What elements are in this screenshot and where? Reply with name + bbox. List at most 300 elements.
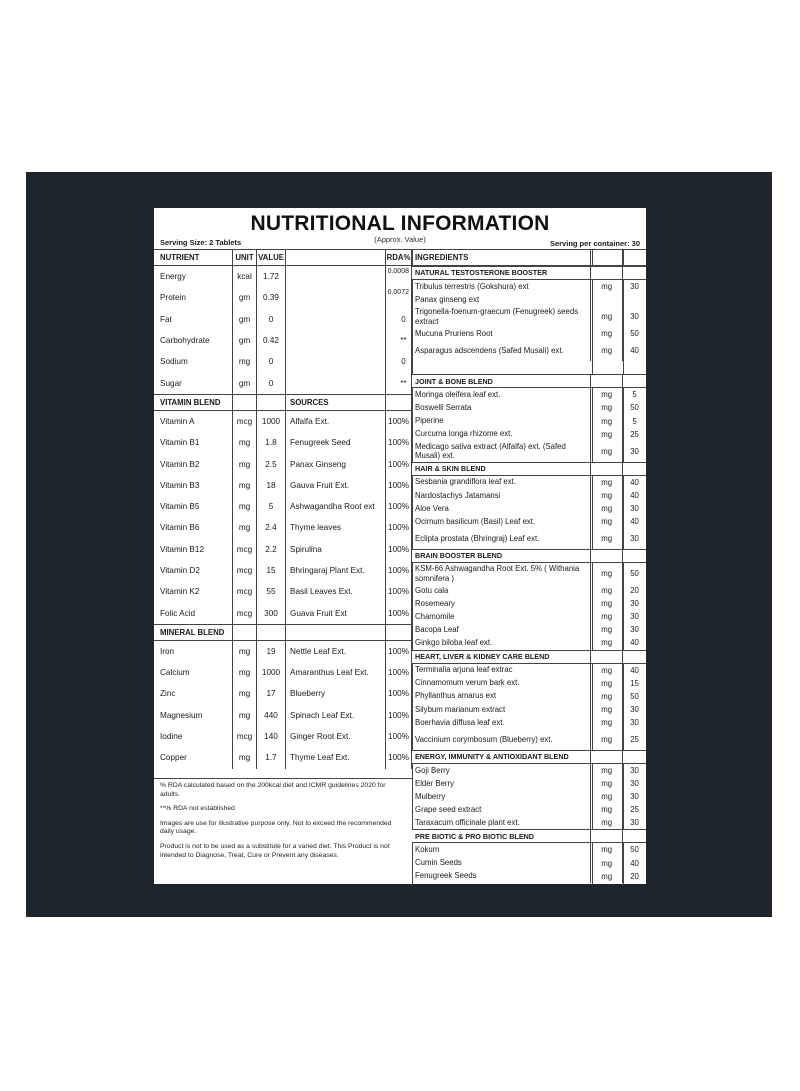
blank-cell [233,625,257,640]
ingredient-amount: 30 [630,717,639,727]
blank-cell [591,550,623,562]
blend-row [154,581,412,602]
ingredient-name: Asparagus adscendens (Safed Musali) ext. [412,340,591,361]
ingredient-amount: 50 [630,691,639,701]
ingredient-unit: mg [591,441,623,462]
page-title: NUTRITIONAL INFORMATION [250,212,550,235]
blend-item-rda: 100% [386,641,412,662]
header-rda: RDA% [386,250,412,265]
ingredient-row [412,502,646,515]
blend-row [154,747,412,768]
ingredient-row [412,777,646,790]
blend-item-source: Gauva Fruit Ext. [286,475,386,496]
blank-cell [286,625,386,640]
blank-cell [623,830,646,842]
ingredient-amount: 30 [630,312,639,322]
ingredients-header: INGREDIENTS [412,250,591,265]
ingredient-unit: mg [591,764,623,777]
blend-item-unit: mg [233,747,257,768]
ingredient-row [412,857,646,870]
header-sources-blank [286,250,386,265]
blend-item-name: Copper [154,747,233,768]
nutrient-value: 1.72 [257,266,286,287]
blend-item-value: 55 [257,581,286,602]
blend-item-source: Ashwagandha Root ext [286,496,386,517]
ingredient-blend-title: BRAIN BOOSTER BLEND [412,550,591,562]
nutrient-name: Sugar [154,372,233,393]
ingredient-row [412,703,646,716]
blend-item-unit: mg [233,453,257,474]
blend-item-name: Vitamin D2 [154,560,233,581]
ingredient-row [412,388,646,401]
blend-item-rda: 100% [386,705,412,726]
ingredient-amount: 30 [630,766,639,776]
blend-item-value: 300 [257,602,286,623]
ingredient-amount: 40 [630,858,639,868]
blend-item-value: 1000 [257,662,286,683]
ingredient-blend-header [412,374,646,388]
ingredient-blend-title: PRE BIOTIC & PRO BIOTIC BLEND [412,830,591,842]
mineral-blend-title: MINERAL BLEND [154,625,233,640]
ingredient-unit: mg [591,280,623,293]
blend-row [154,475,412,496]
blend-item-source: Alfalfa Ext. [286,411,386,432]
blend-item-value: 1.8 [257,432,286,453]
blank-cell [257,625,286,640]
ingredient-name: Trigonella-foenum-graecum (Fenugreek) seeds extract [412,306,591,327]
ingredients-table [412,249,646,885]
nutrient-row [154,266,412,287]
ingredient-row [412,664,646,677]
ingredient-amount: 30 [630,612,639,622]
blend-row [154,602,412,623]
blank-cell [623,751,646,763]
nutrient-source-blank [286,309,386,330]
ingredient-amount: 30 [630,503,639,513]
blend-item-unit: mcg [233,726,257,747]
ingredient-blend-title: JOINT & BONE BLEND [412,375,591,387]
ingredient-unit: mg [591,803,623,816]
ingredient-unit: mg [591,664,623,677]
ingredient-name: Boerhavia diffusa leaf ext. [412,716,591,729]
blend-item-rda: 100% [386,560,412,581]
blend-item-source: Nettle Leaf Ext. [286,641,386,662]
ingredient-unit: mg [591,716,623,729]
nutrient-row [154,309,412,330]
ingredient-row [412,610,646,623]
nutrient-rda: ** [386,372,412,393]
subtitle: (Approx. Value) [374,235,426,244]
ingredient-name: Mucuna Pruriens Root [412,327,591,340]
ingredient-unit: mg [591,401,623,414]
nutrient-row [154,351,412,372]
blend-item-source: Thyme leaves [286,517,386,538]
blend-item-name: Vitamin K2 [154,581,233,602]
nutrient-value: 0 [257,309,286,330]
blend-row [154,411,412,432]
ingredient-name: Eclipta prostata (Bhringraj) Leaf ext. [412,528,591,549]
ingredient-row [412,584,646,597]
blend-item-rda: 100% [386,662,412,683]
blend-item-value: 18 [257,475,286,496]
blend-item-source: Basil Leaves Ext. [286,581,386,602]
blank-cell [591,751,623,763]
ingredient-unit: mg [591,489,623,502]
nutrient-unit: gm [233,372,257,393]
blend-row [154,726,412,747]
ingredient-name: Ocimum basilicum (Basil) Leaf ext. [412,515,591,528]
ingredient-name: Gotu cala [412,584,591,597]
ingredient-name: Vaccinium corymbosum (Blueberry) ext. [412,729,591,750]
ingredient-name: Grape seed extract [412,803,591,816]
blend-row [154,683,412,704]
ingredient-blend-title: ENERGY, IMMUNITY & ANTIOXIDANT BLEND [412,751,591,763]
ingredient-amount: 40 [630,490,639,500]
blend-item-name: Vitamin B12 [154,539,233,560]
blend-item-rda: 100% [386,747,412,768]
ingredient-amount: 40 [630,665,639,675]
ingredient-unit: mg [591,428,623,441]
ingredient-name: Aloe Vera [412,502,591,515]
ingredient-amount: 50 [630,403,639,413]
ingredient-amount: 30 [630,818,639,828]
blank-cell [386,625,412,640]
ingredient-row [412,489,646,502]
ingredient-amount: 5 [632,390,637,400]
blank-cell [257,395,286,410]
blend-item-source: Panax Ginseng [286,453,386,474]
ingredient-amount: 50 [630,845,639,855]
ingredient-name: Fenugreek Seeds [412,870,591,883]
ingredient-unit: mg [591,327,623,340]
ingredient-unit: mg [591,623,623,636]
blank-cell [591,651,623,663]
blend-item-value: 15 [257,560,286,581]
ingredient-blend-title: NATURAL TESTOSTERONE BOOSTER [412,267,591,279]
blend-item-value: 440 [257,705,286,726]
serving-size: Serving Size: 2 Tablets [160,238,242,247]
blend-item-unit: mg [233,662,257,683]
ingredient-name: Nardostachys Jatamansi [412,489,591,502]
ingredient-amount: 25 [630,429,639,439]
ingredient-blend-title: HAIR & SKIN BLEND [412,463,591,475]
ingredient-amount: 5 [632,416,637,426]
blend-item-value: 2.5 [257,453,286,474]
ingredient-row [412,716,646,729]
blend-item-name: Vitamin A [154,411,233,432]
blank-cell [591,250,623,265]
nutrient-table [154,249,412,769]
footnote-images: Images are use for illustrative purpose only. Not to exceed the recommended daily usage. [160,819,392,836]
ingredient-unit: mg [591,610,623,623]
blend-item-source: Thyme Leaf Ext. [286,747,386,768]
blend-item-value: 1.7 [257,747,286,768]
nutrient-unit: gm [233,287,257,308]
blend-item-value: 5 [257,496,286,517]
ingredient-unit: mg [591,388,623,401]
blend-item-source: Fenugreek Seed [286,432,386,453]
ingredient-unit [591,293,623,306]
ingredient-row [412,803,646,816]
ingredient-unit: mg [591,584,623,597]
ingredient-amount: 40 [630,516,639,526]
ingredient-blend-header [412,829,646,843]
ingredient-row [412,764,646,777]
nutrient-unit: gm [233,309,257,330]
blend-item-unit: mg [233,496,257,517]
blend-item-unit: mcg [233,411,257,432]
ingredient-unit: mg [591,777,623,790]
blend-row [154,453,412,474]
footnote-rda: % RDA calculated based on the 200kcal diet and ICMR guidelines 2020 for adults. [160,782,386,798]
blend-item-source: Bhringaraj Plant Ext. [286,560,386,581]
nutrient-value: 0 [257,372,286,393]
nutrient-unit: gm [233,330,257,351]
sources-header: SOURCES [286,395,386,410]
footnote-not-established: **% RDA not established [160,805,235,813]
ingredient-unit: mg [591,306,623,327]
ingredient-name: Phyllanthus amarus ext [412,690,591,703]
ingredient-row [412,306,646,327]
blend-item-unit: mg [233,641,257,662]
blend-item-rda: 100% [386,517,412,538]
ingredient-name: Sesbania grandiflora leaf ext. [412,476,591,489]
blank-cell [623,250,646,265]
ingredient-name: Taraxacum officinale plant ext. [412,816,591,829]
ingredient-name: Kokum [412,843,591,856]
ingredient-row [412,870,646,883]
ingredient-blend-header [412,650,646,664]
ingredient-row [412,677,646,690]
ingredient-name: Tribulus terrestris (Gokshura) ext [412,280,591,293]
ingredient-amount: 15 [630,678,639,688]
ingredient-row [412,563,646,584]
blend-row [154,560,412,581]
blend-item-rda: 100% [386,602,412,623]
blend-item-rda: 100% [386,411,412,432]
ingredient-name: Boswelli Serrata [412,401,591,414]
blend-row [154,662,412,683]
blank-cell [623,267,646,279]
footnotes [160,782,400,866]
ingredient-amount: 30 [630,779,639,789]
nutrient-rda: 0 [386,309,412,330]
blend-item-name: Vitamin B5 [154,496,233,517]
blend-item-source: Amaranthus Leaf Ext. [286,662,386,683]
ingredient-row [412,636,646,649]
blend-item-rda: 100% [386,496,412,517]
nutrient-row [154,372,412,393]
ingredient-unit: mg [591,816,623,829]
ingredient-unit: mg [591,729,623,750]
blend-item-rda: 100% [386,453,412,474]
blend-item-rda: 100% [386,475,412,496]
ingredient-name: Cumin Seeds [412,857,591,870]
ingredient-row [412,528,646,549]
nutrient-name: Carbohydrate [154,330,233,351]
ingredient-blend-header [412,750,646,764]
ingredient-name: Rosemeary [412,597,591,610]
ingredient-row [412,476,646,489]
ingredient-row [412,816,646,829]
blank-cell [386,395,412,410]
blank-cell [591,375,623,387]
ingredient-unit: mg [591,502,623,515]
ingredient-name: Terminalia arjuna leaf extrac [412,664,591,677]
ingredient-unit: mg [591,790,623,803]
ingredient-amount: 40 [630,477,639,487]
ingredient-amount: 30 [630,534,639,544]
blend-row [154,496,412,517]
blend-item-name: Iodine [154,726,233,747]
ingredient-amount: 30 [630,446,639,456]
ingredient-row [412,293,646,306]
notes-divider [154,778,412,779]
ingredient-row [412,843,646,856]
mineral-blend-header [154,624,412,641]
nutrient-row [154,330,412,351]
nutrient-rda: ** [386,330,412,351]
ingredient-amount: 50 [630,329,639,339]
ingredient-amount: 40 [630,638,639,648]
blank-cell [233,395,257,410]
blend-item-name: Folic Acid [154,602,233,623]
ingredient-unit: mg [591,703,623,716]
blend-row [154,539,412,560]
ingredient-unit: mg [591,870,623,883]
ingredient-row [412,441,646,462]
ingredient-blend-header [412,266,646,280]
blend-item-value: 19 [257,641,286,662]
header-value: VALUE [257,250,286,265]
ingredient-amount: 25 [630,734,639,744]
ingredient-row [412,327,646,340]
nutrient-unit: kcal [233,266,257,287]
ingredient-blend-title: HEART, LIVER & KIDNEY CARE BLEND [412,651,591,663]
ingredient-name: Medicago sativa extract (Alfalfa) ext. (Safed Musali) ext. [412,441,591,462]
ingredient-amount: 30 [630,599,639,609]
nutrient-rda: 0 [386,351,412,372]
ingredient-amount: 40 [630,346,639,356]
ingredient-unit: mg [591,528,623,549]
ingredient-amount [623,293,646,306]
blend-item-value: 140 [257,726,286,747]
blend-item-unit: mg [233,683,257,704]
ingredient-row [412,428,646,441]
blank-space [412,361,646,374]
ingredient-row [412,401,646,414]
ingredient-name: Mulberry [412,790,591,803]
blend-item-name: Zinc [154,683,233,704]
blend-item-unit: mcg [233,602,257,623]
blend-item-value: 2.4 [257,517,286,538]
nutrient-value: 0 [257,351,286,372]
ingredient-name: Goji Berry [412,764,591,777]
blend-item-name: Iron [154,641,233,662]
ingredient-name: Bacopa Leaf [412,623,591,636]
nutrient-name: Fat [154,309,233,330]
ingredient-unit: mg [591,515,623,528]
blank-cell [623,375,646,387]
ingredient-name: Cinnamomum verum bark ext. [412,677,591,690]
ingredient-row [412,414,646,427]
blend-row [154,432,412,453]
ingredient-unit: mg [591,563,623,584]
footnote-disclaimer: Product is not to be used as a substitute for a varied diet. This Product is not intended to Diagnose, Treat, Cure or Prevent any diseases. [160,842,390,859]
ingredient-unit: mg [591,414,623,427]
blend-item-rda: 100% [386,683,412,704]
ingredient-amount: 30 [630,625,639,635]
ingredient-name: Piperine [412,414,591,427]
nutrient-unit: mg [233,351,257,372]
ingredient-blend-header [412,549,646,563]
blend-row [154,517,412,538]
ingredient-row [412,729,646,750]
ingredient-unit: mg [591,857,623,870]
ingredient-row [412,690,646,703]
blend-row [154,641,412,662]
blend-item-value: 2.2 [257,539,286,560]
ingredient-unit: mg [591,677,623,690]
blend-item-name: Magnesium [154,705,233,726]
ingredient-blend-header [412,462,646,476]
header-unit: UNIT [233,250,257,265]
ingredient-amount: 30 [630,704,639,714]
nutrient-rda: 0.0072 [386,287,412,308]
blend-item-source: Blueberry [286,683,386,704]
nutrient-name: Energy [154,266,233,287]
header-nutrient: NUTRIENT [154,250,233,265]
ingredient-name: Moringa oleifera leaf ext. [412,388,591,401]
serving-per-container: Serving per container: 30 [549,239,640,248]
blend-item-name: Vitamin B2 [154,453,233,474]
ingredient-unit: mg [591,636,623,649]
nutrient-value: 0.42 [257,330,286,351]
blank-cell [623,651,646,663]
blend-item-unit: mg [233,705,257,726]
ingredient-row [412,623,646,636]
blank-cell [591,267,623,279]
blend-item-name: Vitamin B1 [154,432,233,453]
blend-item-source: Spinach Leaf Ext. [286,705,386,726]
vitamin-blend-header [154,394,412,411]
nutrient-source-blank [286,372,386,393]
blend-item-rda: 100% [386,581,412,602]
ingredient-row [412,515,646,528]
blend-item-name: Vitamin B6 [154,517,233,538]
ingredient-name: Curcuma longa rhizome ext. [412,428,591,441]
ingredient-amount: 25 [630,805,639,815]
ingredient-row [412,340,646,361]
blend-row [154,705,412,726]
blend-item-unit: mcg [233,560,257,581]
blank-cell [623,550,646,562]
blend-item-name: Vitamin B3 [154,475,233,496]
nutrient-source-blank [286,351,386,372]
ingredient-unit: mg [591,476,623,489]
nutrient-value: 0.39 [257,287,286,308]
ingredient-name: Elder Berry [412,777,591,790]
blend-item-source: Guava Fruit Ext [286,602,386,623]
ingredient-name: Silybum marianum extract [412,703,591,716]
nutrient-name: Protein [154,287,233,308]
blend-item-unit: mg [233,475,257,496]
nutrient-row [154,287,412,308]
nutrient-name: Sodium [154,351,233,372]
blend-item-rda: 100% [386,432,412,453]
ingredient-name: Chamomile [412,610,591,623]
ingredient-unit: mg [591,597,623,610]
